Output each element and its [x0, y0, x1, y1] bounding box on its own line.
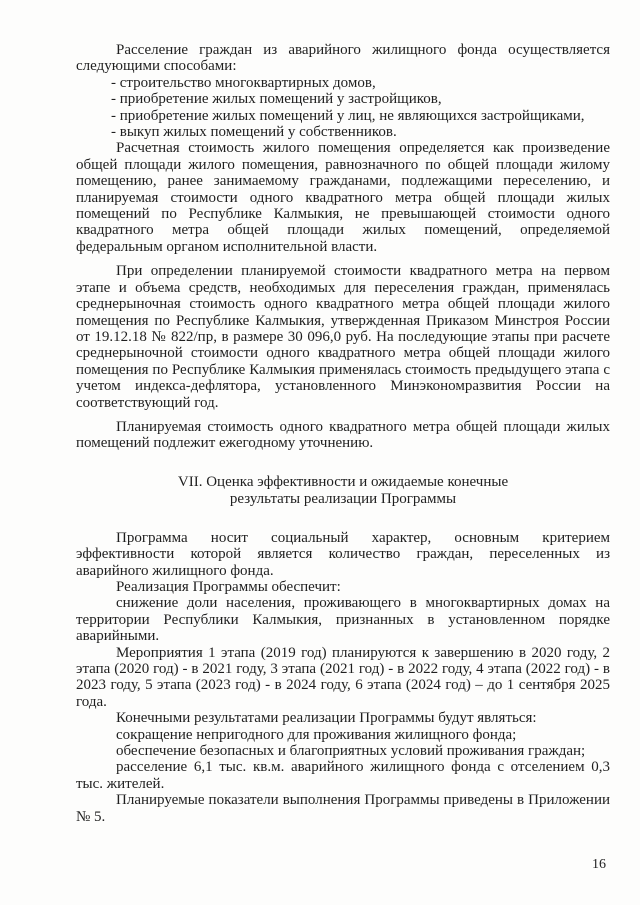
section-heading-line-2: результаты реализации Программы: [229, 490, 457, 507]
paragraph-first-stage-cost: При определении планируемой стоимости квадратного метра на первом этапе и объема средств, необходимых для переселения граждан, применялась среднерыночная стоимость одного квадратного метра общей площади жилого помещения по Республике Калмыкия, утвержденная Приказом Минстроя России от 19.12.18 № 822/пр, в размере 30 096,0 руб. На последующие этапы при расчете среднерыночной стоимости одного квадратного метра общей площади жилого помещения по Республике Калмыкия применялась стоимость предыдущего этапа с учетом индекса-дефлятора, установленного Минэкономразвития России на соответствующий год.: [76, 263, 610, 411]
section-heading-line-1: VII. Оценка эффективности и ожидаемые конечные: [177, 473, 509, 490]
list-item-method-purchase-non-developers: - приобретение жилых помещений у лиц, не являющихся застройщиками,: [111, 107, 585, 124]
paragraph-final-results-intro: Конечными результатами реализации Программы будут являться:: [116, 710, 537, 727]
list-item-method-buyout-owners: - выкуп жилых помещений у собственников.: [111, 124, 397, 141]
paragraph-indicators-appendix: Планируемые показатели выполнения Программы приведены в Приложении № 5.: [76, 792, 610, 825]
paragraph-stages-schedule: Мероприятия 1 этапа (2019 год) планируются к завершению в 2020 году, 2 этапа (2020 год) - в 2021 году, 3 этапа (2021 год) - в 2022 году, 4 этапа (2022 год) - в 2023 году, 5 этапа (2023 год) - в 2024 году, 6 этапа (2024 год) – до 1 сентября 2025 года.: [76, 644, 610, 710]
section-heading: [76, 474, 610, 508]
paragraph-result-unfit-housing: сокращение непригодного для проживания жилищного фонда;: [116, 726, 517, 743]
paragraph-resettlement-methods-intro: Расселение граждан из аварийного жилищного фонда осуществляется следующими способами:: [76, 42, 610, 75]
list-item-method-purchase-developers: - приобретение жилых помещений у застройщиков,: [111, 91, 442, 108]
paragraph-result-safe-conditions: обеспечение безопасных и благоприятных условий проживания граждан;: [116, 743, 586, 760]
paragraph-social-character: Программа носит социальный характер, основным критерием эффективности которой является количество граждан, переселенных из аварийного жилищного фонда.: [76, 529, 610, 579]
page-number: 16: [592, 857, 606, 872]
paragraph-annual-update: Планируемая стоимость одного квадратного метра общей площади жилых помещений подлежит ежегодному уточнению.: [76, 418, 610, 452]
paragraph-share-reduction: снижение доли населения, проживающего в многоквартирных домах на территории Республики Калмыкия, признанных в установленном порядке аварийными.: [76, 595, 610, 645]
paragraph-implementation-intro: Реализация Программы обеспечит:: [116, 578, 341, 595]
document-body: [76, 42, 610, 825]
paragraph-result-resettlement: расселение 6,1 тыс. кв.м. аварийного жилищного фонда с отселением 0,3 тыс. жителей.: [76, 759, 610, 792]
list-item-method-construction: - строительство многоквартирных домов,: [111, 74, 376, 91]
paragraph-estimated-cost: Расчетная стоимость жилого помещения определяется как произведение общей площади жилого помещения, равнозначного по общей площади жилому помещению, ранее занимаемому гражданами, подлежащими переселению, и планируемая стоимости одного квадратного метра общей площади жилых помещений по Республике Калмыкия, не превышающей стоимости одного квадратного метра общей площади жилых помещений, определяемой федеральным органом исполнительной власти.: [76, 140, 610, 255]
